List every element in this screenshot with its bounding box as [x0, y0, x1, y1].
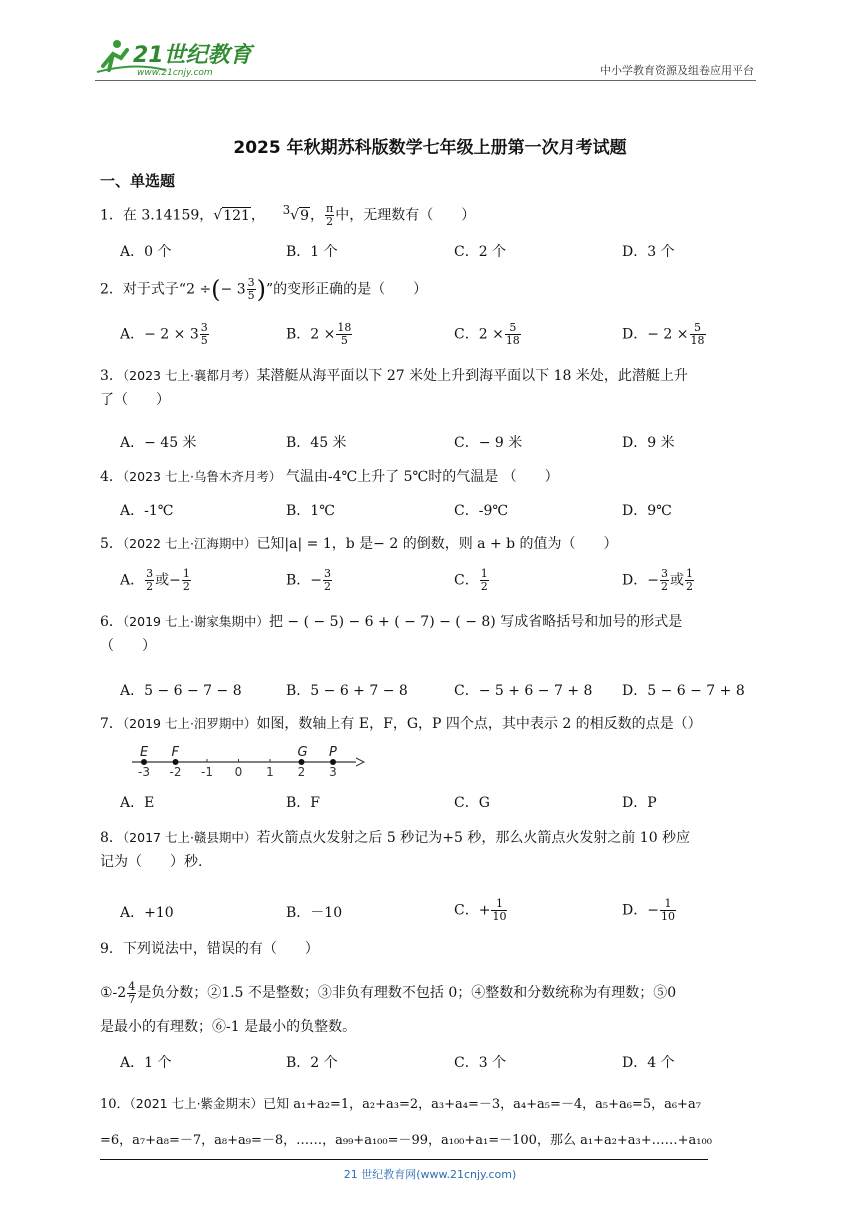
option-a[interactable]: A．+10	[120, 905, 174, 921]
question-number: 4．	[100, 469, 123, 485]
statement-text: ①-2	[100, 985, 127, 1001]
option-a[interactable]: A．E	[120, 795, 155, 811]
option-b[interactable]: B．－10	[286, 905, 343, 921]
numerator: 3	[660, 567, 668, 580]
options-q3	[120, 432, 740, 454]
option-b[interactable]: B．1 个	[286, 244, 338, 260]
denominator: 18	[690, 334, 705, 347]
options-q8	[120, 898, 740, 932]
sqrt-expression: √121	[213, 207, 250, 224]
denominator: 10	[660, 910, 675, 923]
point-label: E	[140, 745, 149, 760]
numerator: 5	[690, 322, 706, 335]
options-q1	[120, 241, 740, 263]
tick-label: 2	[297, 765, 306, 779]
option-text: B．−	[286, 572, 323, 589]
question-5	[100, 532, 760, 556]
option-d[interactable]	[622, 898, 677, 923]
page-title: 2025 年秋期苏科版数学七年级上册第一次月考试题	[233, 138, 627, 158]
denominator: 7	[128, 992, 136, 1006]
question-8	[100, 826, 760, 874]
option-d[interactable]: D．5 − 6 − 7 + 8	[622, 683, 745, 699]
question-source: （2021 七上·紫金期末）	[129, 1096, 264, 1111]
numerator: 1	[660, 898, 676, 911]
option-d[interactable]: D．4 个	[622, 1055, 675, 1071]
radicand: 9	[300, 207, 309, 224]
option-b[interactable]: B．45 米	[286, 435, 347, 451]
option-c[interactable]	[454, 568, 490, 593]
fraction	[491, 898, 507, 923]
section-heading: 一、单选题	[100, 172, 176, 190]
platform-label: 中小学教育资源及组卷应用平台	[600, 64, 754, 77]
statement-text: 是负分数；②1.5 不是整数；③非负有理数不包括 0；④整数和分数统称为有理数；⑤0	[137, 985, 677, 1001]
question-source: （2017 七上·赣县期中）	[122, 830, 257, 845]
q-text: 对于式子“2 ÷	[122, 281, 212, 298]
option-b[interactable]: B．F	[286, 795, 321, 811]
tick-label: -1	[201, 765, 213, 779]
tick-label: 0	[234, 765, 243, 779]
option-c[interactable]	[454, 898, 508, 923]
numerator: 1	[685, 567, 693, 580]
option-a[interactable]: A．− 45 米	[120, 435, 197, 451]
question-source: （2019 七上·谢家集期中）	[122, 614, 269, 629]
denominator: 2	[182, 580, 190, 593]
option-text: D．−	[622, 902, 659, 919]
paren-close: )	[256, 275, 267, 304]
q-text: 如图，数轴上有 E，F，G，P 四个点，其中表示 2 的相反数的点是（）	[256, 716, 702, 732]
site-logo	[95, 36, 260, 78]
q-text: 把 − ( − 5) − 6 + ( − 7) − ( − 8) 写成省略括号和加号的形式是	[268, 614, 683, 630]
option-b[interactable]: B．2 个	[286, 1055, 338, 1071]
question-2	[100, 277, 760, 302]
q-text: 某潜艇从海平面以下 27 米处上升到海平面以下 18 米处，此潜艇上升	[256, 368, 688, 384]
svg-text:www.21cnjy.com: www.21cnjy.com	[137, 68, 213, 78]
q-text: =6，a₇+a₈=－7，a₈+a₉=－8，……，a₉₉+a₁₀₀=－99，a₁₀₀+a₁=－100，那么 a₁+a₂+a₃+……+a₁₀₀	[100, 1133, 712, 1148]
option-text: C．2 ×	[454, 326, 504, 343]
options-q4	[120, 500, 740, 522]
option-text: B．2 ×	[286, 326, 336, 343]
question-source: （2023 七上·乌鲁木齐月考）	[122, 469, 282, 484]
option-b[interactable]: B．1℃	[286, 503, 335, 519]
options-q7	[120, 792, 740, 814]
q-text: ，	[250, 207, 265, 224]
options-q5	[120, 568, 740, 602]
numerator: 4	[128, 979, 136, 993]
denominator: 2	[660, 580, 668, 593]
q-text: 若火箭点火发射之后 5 秒记为+5 秒，那么火箭点火发射之前 10 秒应	[256, 830, 691, 846]
q-text: 记为（ ）秒.	[100, 854, 203, 870]
header-divider	[95, 80, 756, 81]
question-number: 1．	[100, 207, 123, 224]
fraction	[660, 898, 676, 923]
tick-label: -2	[169, 765, 182, 779]
question-source: （2019 七上·汨罗期中）	[122, 716, 257, 731]
logo-runner-icon	[95, 36, 260, 78]
question-source: （2023 七上·襄都月考）	[122, 368, 257, 383]
numerator: 1	[491, 898, 507, 911]
tick-label: -3	[138, 765, 150, 779]
option-a[interactable]: A．1 个	[120, 1055, 172, 1071]
denominator: 5	[247, 289, 255, 302]
q-text: 了（ ）	[100, 392, 170, 408]
options-q9	[120, 1052, 740, 1074]
tick-label: 1	[266, 765, 274, 779]
q-text: 在 3.14159，	[122, 207, 214, 224]
fraction	[145, 568, 154, 593]
point-label: G	[297, 745, 308, 760]
numerator: 18	[337, 321, 352, 334]
option-c[interactable]: C．− 5 + 6 − 7 + 8	[454, 683, 593, 699]
fraction	[336, 322, 352, 347]
numerator: 5	[505, 322, 521, 335]
q-text: 下列说法中，错误的有（ ）	[122, 941, 319, 957]
question-number: 5．	[100, 536, 123, 552]
denominator: 5	[200, 334, 208, 347]
option-text: A．	[120, 572, 145, 589]
question-4	[100, 465, 760, 489]
statement-text: 是最小的有理数；⑥-1 是最小的负整数。	[100, 1019, 357, 1035]
q-text: − 3	[220, 281, 246, 298]
denominator: 10	[492, 910, 507, 923]
q-text: 已知 a₁+a₂=1，a₂+a₃=2，a₃+a₄=－3，a₄+a₅=－4，a₅+a₆=5，a₆+a₇	[263, 1097, 701, 1112]
question-9-statements	[100, 974, 770, 1012]
cbrt-expression: √9	[290, 207, 309, 224]
fraction	[127, 981, 136, 1006]
q-text: ”的变形正确的是（ ）	[266, 281, 428, 298]
numerator: 1	[182, 567, 190, 580]
paren-open: (	[211, 275, 221, 304]
svg-text:21世纪教育: 21世纪教育	[133, 43, 252, 68]
denominator: 2	[146, 580, 154, 593]
fraction	[200, 322, 209, 347]
footer-divider	[100, 1159, 708, 1160]
option-c[interactable]: C．− 9 米	[454, 435, 523, 451]
denominator: 2	[324, 580, 332, 593]
option-text: 或	[669, 572, 684, 589]
option-b[interactable]	[286, 322, 353, 347]
question-9	[100, 937, 760, 961]
numerator: 3	[200, 321, 208, 334]
q-text: （ ）	[100, 638, 156, 654]
question-7	[100, 712, 760, 736]
option-c[interactable]: C．3 个	[454, 1055, 507, 1071]
option-a[interactable]: A．-1℃	[120, 503, 174, 519]
option-d[interactable]: D．P	[622, 795, 657, 811]
denominator: 2	[685, 580, 693, 593]
q-text: ，	[310, 207, 324, 224]
option-a[interactable]: A．5 − 6 − 7 − 8	[120, 683, 242, 699]
radicand: 121	[223, 207, 250, 224]
fraction	[505, 322, 521, 347]
q-text: 中，无理数有（ ）	[335, 207, 476, 224]
point-label: P	[329, 745, 337, 760]
numerator: 3	[324, 567, 332, 580]
q-text: 已知|a| = 1，b 是− 2 的倒数，则 a + b 的值为（ ）	[256, 536, 618, 552]
fraction	[325, 203, 334, 228]
option-text: A．− 2 × 3	[120, 326, 199, 343]
option-d[interactable]: D．3 个	[622, 244, 675, 260]
denominator: 5	[340, 334, 348, 347]
option-a[interactable]	[120, 322, 210, 347]
option-text: D．−	[622, 572, 659, 589]
option-a[interactable]	[120, 568, 192, 593]
question-number: 8．	[100, 830, 123, 846]
numerator: 3	[146, 567, 154, 580]
option-d[interactable]	[622, 568, 695, 593]
question-9-statements-cont	[100, 1015, 760, 1039]
question-1	[100, 198, 760, 228]
root-index: 3	[282, 203, 291, 217]
option-c[interactable]	[454, 322, 522, 347]
fraction	[247, 277, 256, 302]
question-number: 2．	[100, 281, 123, 298]
fraction	[690, 322, 706, 347]
question-number: 7．	[100, 716, 123, 732]
numerator: 3	[247, 276, 255, 289]
denominator: 2	[326, 215, 334, 229]
question-10	[100, 1086, 765, 1159]
q-text: 气温由-4℃上升了 5℃时的气温是 （ ）	[281, 469, 559, 485]
question-number: 6．	[100, 614, 123, 630]
denominator: 18	[505, 334, 520, 347]
option-d[interactable]: D．9℃	[622, 503, 672, 519]
fraction	[323, 568, 332, 593]
options-q6	[120, 680, 745, 702]
fraction	[660, 568, 669, 593]
question-number: 10．	[100, 1097, 130, 1112]
number-line-figure	[130, 742, 370, 780]
question-source: （2022 七上·江海期中）	[122, 536, 257, 551]
option-a[interactable]: A．0 个	[120, 244, 172, 260]
option-c[interactable]: C．G	[454, 795, 490, 811]
tick-label: 3	[329, 765, 337, 779]
denominator: 2	[480, 580, 488, 593]
question-6	[100, 610, 760, 658]
footer-link[interactable]: 21 世纪教育网(www.21cnjy.com)	[343, 1168, 517, 1181]
option-c[interactable]: C．-9℃	[454, 503, 509, 519]
option-d[interactable]: D．9 米	[622, 435, 675, 451]
numerator: π	[326, 202, 334, 216]
fraction	[480, 568, 489, 593]
axis-arrow-icon	[356, 758, 364, 766]
question-number: 3．	[100, 368, 123, 384]
point-label: F	[171, 745, 179, 760]
option-d[interactable]	[622, 322, 707, 347]
option-text: D．− 2 ×	[622, 326, 689, 343]
option-b[interactable]: B．5 − 6 + 7 − 8	[286, 683, 408, 699]
question-3	[100, 364, 760, 412]
option-b[interactable]	[286, 568, 333, 593]
option-text: C．	[454, 572, 479, 589]
fraction	[685, 568, 694, 593]
option-text: 或−	[155, 572, 181, 589]
option-c[interactable]: C．2 个	[454, 244, 507, 260]
option-text: C．+	[454, 902, 491, 919]
numerator: 1	[480, 567, 488, 580]
question-number: 9．	[100, 941, 123, 957]
options-q2	[120, 322, 740, 356]
fraction	[182, 568, 191, 593]
